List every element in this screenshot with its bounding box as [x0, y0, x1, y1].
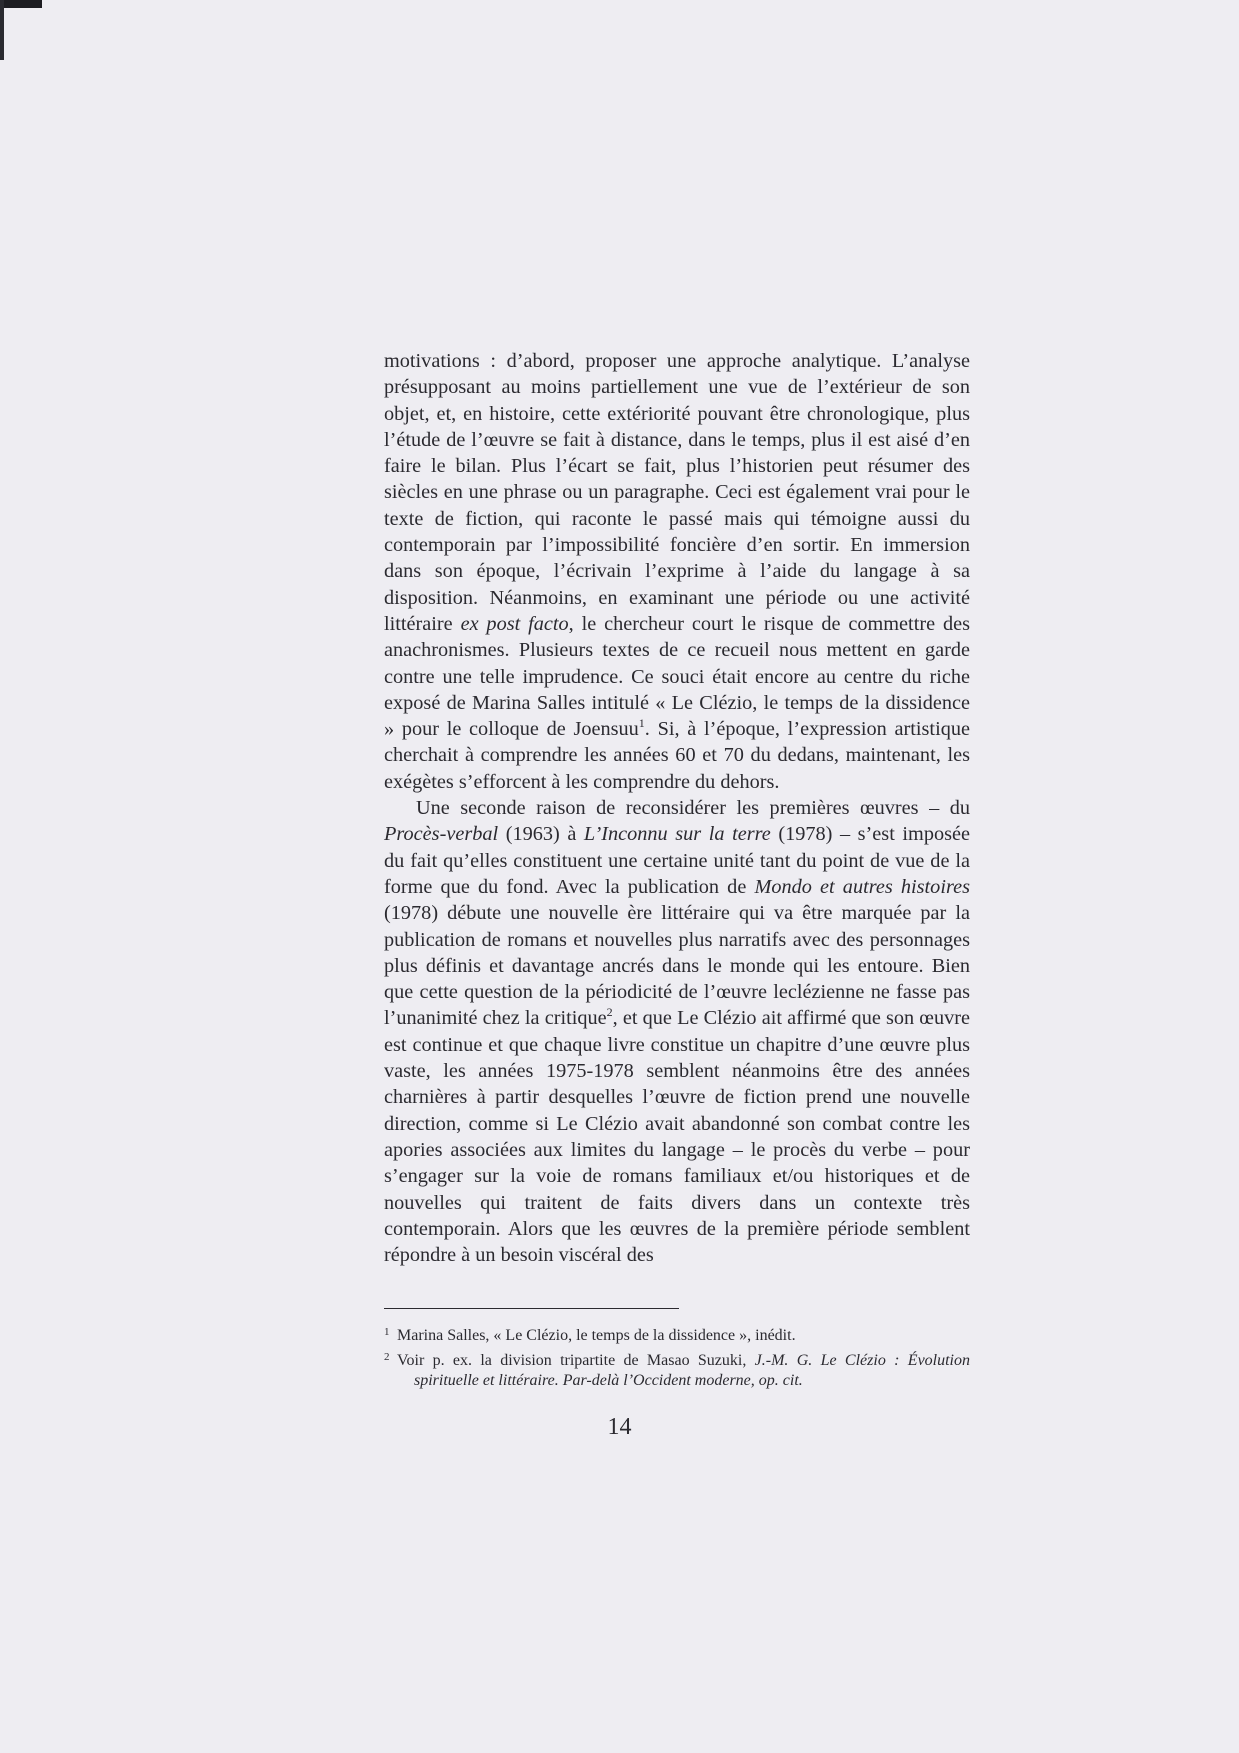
text-run: . Si, à l’époque, l’expression artistique cherchait à comprendre les années 60 et 70 du dedans, maintenant, les exégètes s’efforcent à les comprendre du dehors.: [384, 718, 970, 793]
italic-title: J.-M. G. Le Clézio : Évolution spirituelle et littéraire. Par-delà l’Occident moderne, op. cit.: [414, 1352, 970, 1389]
footnote-reference: 2: [606, 1005, 613, 1020]
paragraph: [384, 795, 970, 1268]
italic-title: ex post facto: [460, 612, 569, 635]
footnote-mark: 1: [384, 1326, 390, 1338]
text-run: motivations : d’abord, proposer une approche analytique. L’analyse présupposant au moins partiellement une vue de l’extérieur de son objet, et, en histoire, cette extériorité pouvant être chronologique, plus l’étude de l’œuvre se fait à distance, dans le temps, plus il est aisé d’en faire le bilan. Plus l’écart se fait, plus l’historien peut résumer des siècles en une phrase ou un paragraphe. Ceci est également vrai pour le texte de fiction, qui raconte le passé mais qui témoigne aussi du contemporain par l’impossibilité foncière d’en sortir. En immersion dans son époque, l’écrivain l’exprime à l’aide du langage à sa disposition. Néanmoins, en examinant une période ou une activité littéraire: [384, 350, 970, 635]
italic-title: L’Inconnu sur la terre: [583, 823, 771, 846]
text-run: , et que Le Clézio ait affirmé que son œuvre est continue et que chaque livre constitue un chapitre d’une œuvre plus vaste, les années 1975-1978 semblent néanmoins être des années charnières à partir desquelles l’œuvre de fiction prend une nouvelle direction, comme si Le Clézio avait abandonné son combat contre les apories associées aux limites du langage – le procès du verbe – pour s’engager sur la voie de romans familiaux et/ou historiques et de nouvelles qui traitent de faits divers dans un contexte très contemporain. Alors que les œuvres de la première période semblent répondre à un besoin viscéral des: [384, 1007, 970, 1267]
scan-corner-shadow: [0, 0, 42, 8]
footnote: [384, 1322, 970, 1346]
text-run: Voir p. ex. la division tripartite de Masao Suzuki,: [397, 1352, 755, 1369]
footnote-text: [397, 1327, 796, 1344]
page-number: 14: [607, 1414, 632, 1440]
footnote-separator: [384, 1308, 679, 1309]
italic-title: Mondo et autres histoires: [754, 875, 970, 898]
footnotes: [384, 1322, 970, 1392]
paragraph: [384, 348, 970, 795]
footnote-text: [397, 1352, 970, 1389]
text-run: (1963) à: [498, 823, 584, 846]
text-run: , le chercheur court le risque de commettre des anachronismes. Plusieurs textes de ce recueil nous mettent en garde contre une telle imprudence. Ce souci était encore au centre du riche exposé de Marina Salles intitulé « Le Clézio, le temps de la dissidence » pour le colloque de Joensuu: [384, 612, 970, 741]
text-run: (1978) débute une nouvelle ère littéraire qui va être marquée par la publication de romans et nouvelles plus narratifs avec des personnages plus définis et davantage ancrés dans le monde qui les entoure. Bien que cette question de la périodicité de l’œuvre leclézienne ne fasse pas l’unanimité chez la critique: [384, 902, 970, 1030]
italic-title: Procès-verbal: [384, 823, 499, 846]
body-text: [384, 348, 970, 1268]
text-run: Marina Salles, « Le Clézio, le temps de la dissidence », inédit.: [397, 1327, 796, 1344]
footnote-mark: 2: [384, 1351, 390, 1363]
footnote-reference: 1: [638, 716, 645, 731]
scan-edge-shadow: [0, 0, 4, 60]
text-run: Une seconde raison de reconsidérer les premières œuvres – du: [416, 797, 970, 820]
footnote: [384, 1347, 970, 1391]
text-run: (1978) – s’est imposée du fait qu’elles constituent une certaine unité tant du point de vue de la forme que du fond. Avec la publication de: [384, 823, 970, 898]
